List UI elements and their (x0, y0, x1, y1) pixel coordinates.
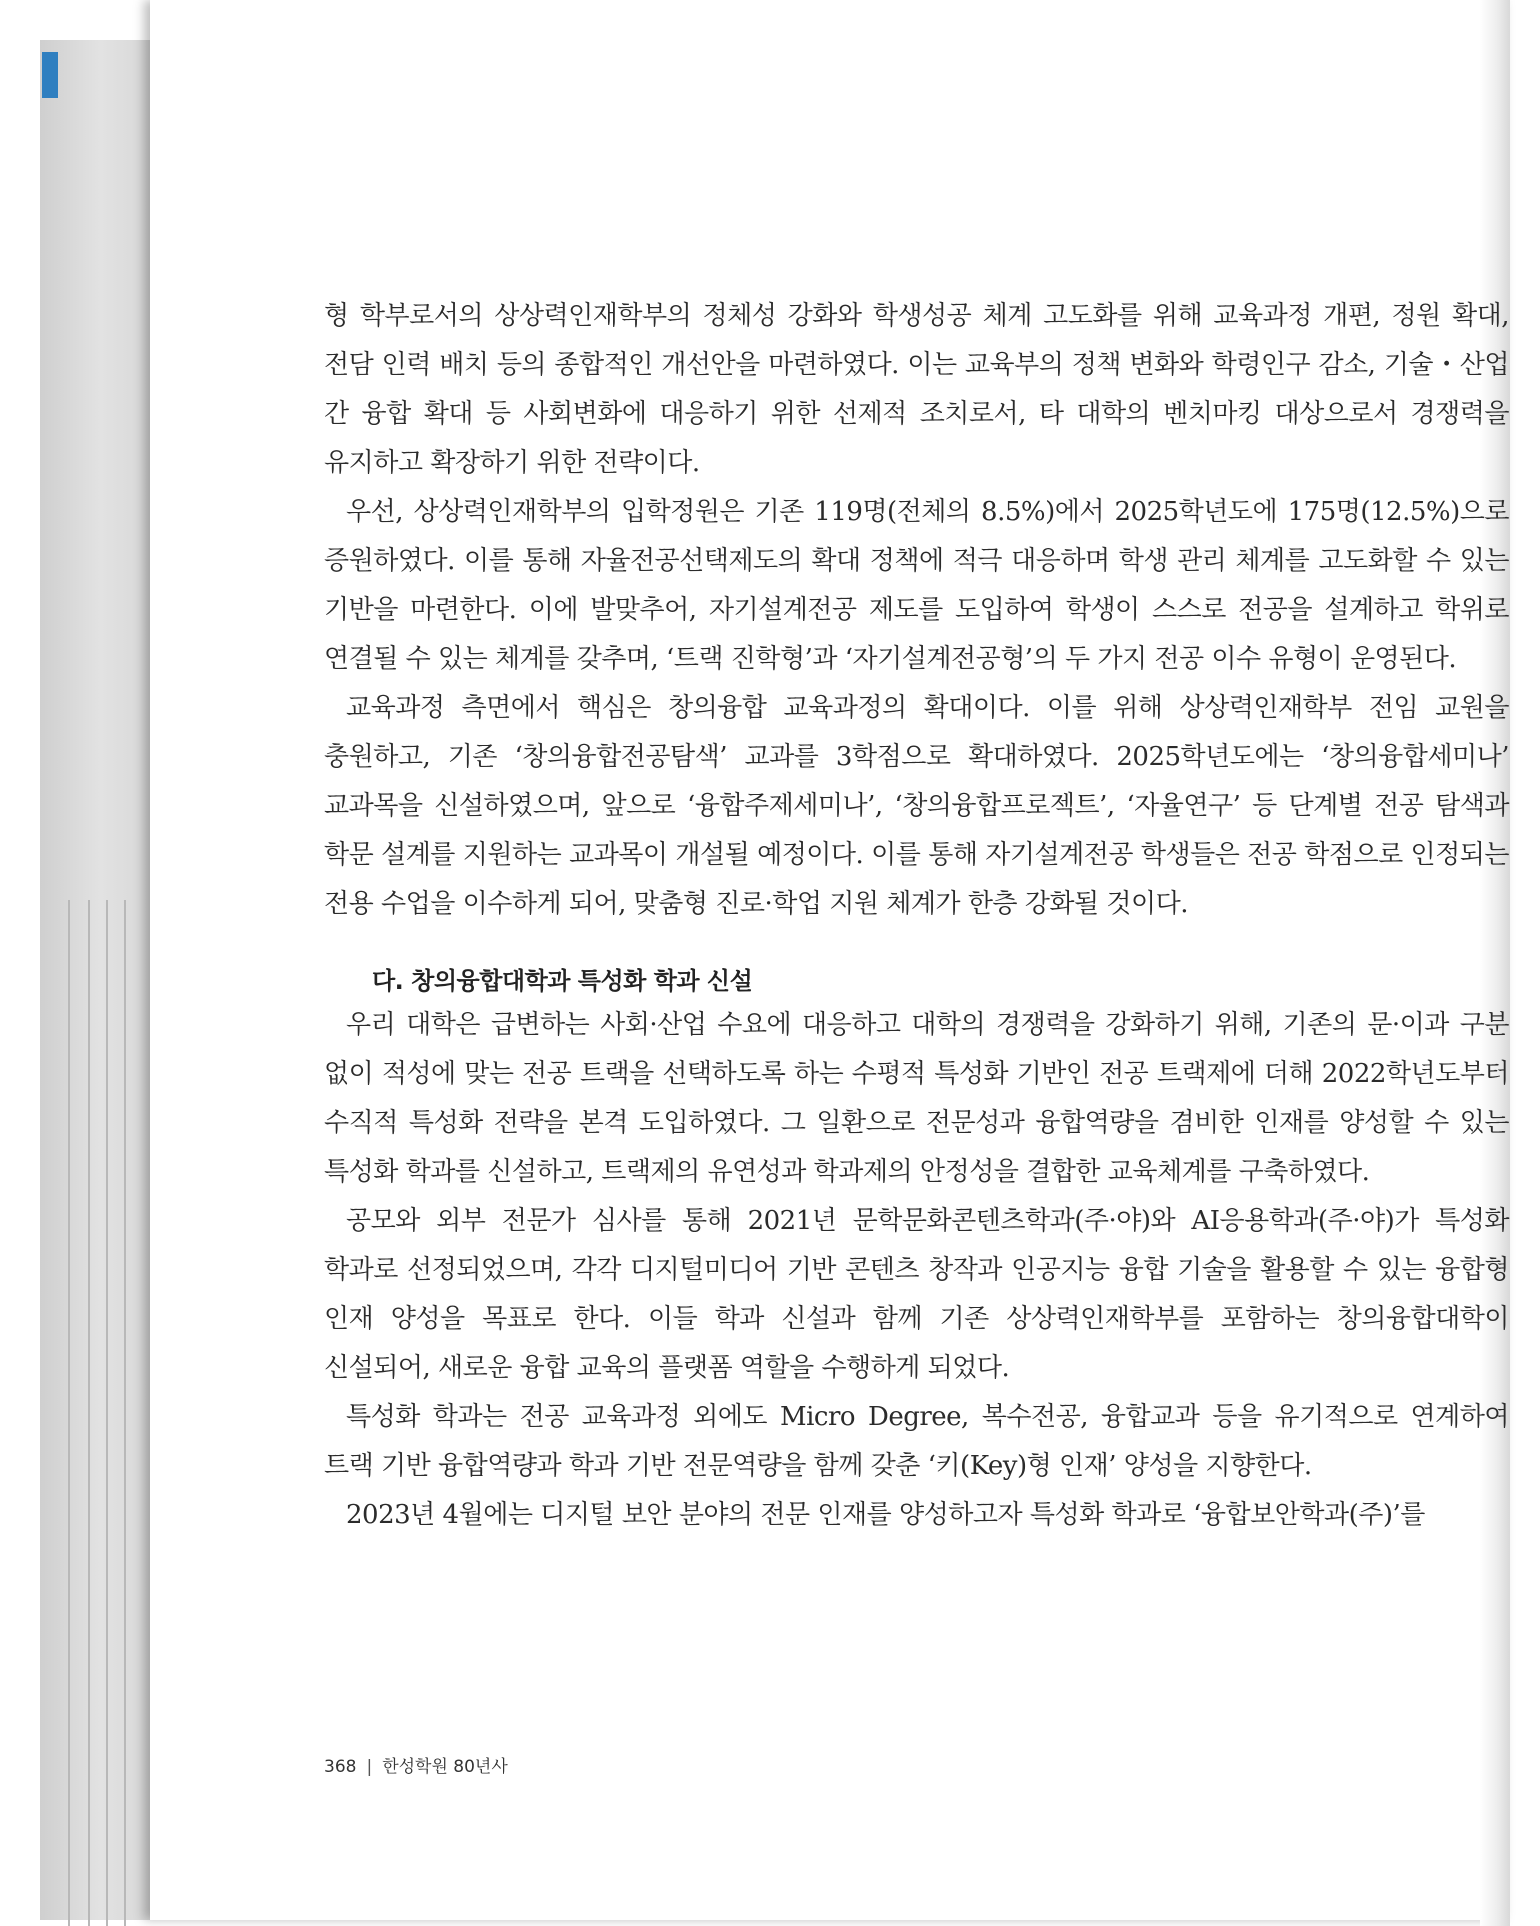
chapter-tab (42, 52, 58, 98)
body-paragraph: 2023년 4월에는 디지털 보안 분야의 전문 인재를 양성하고자 특성화 학과로 ‘융합보안학과(주)’를 (346, 1500, 1425, 1530)
body-paragraph: 우선, 상상력인재학부의 입학정원은 기존 119명(전체의 8.5%)에서 2025학년도에 175명(12.5%)으로 증원하였다. 이를 통해 자율전공선택제도의 확대 정책에 적극 대응하며 학생 관리 체계를 고도화할 수 있는 기반을 마련한다. 이에 발맞추어, 자기설계전공 제도를 도입하여 학생이 스스로 전공을 설계하고 학위로 연결될 수 있는 체계를 갖추며, ‘트랙 진학형’과 ‘자기설계전공형’의 두 가지 전공 이수 유형이 운영된다. (324, 497, 1509, 674)
page-edge-line (106, 900, 108, 1926)
page (150, 0, 1510, 1920)
page-footer (324, 1752, 508, 1777)
footer-separator: | (366, 1757, 373, 1777)
section-heading: 다. 창의융합대학과 특성화 학과 신설 (372, 967, 753, 995)
page-edge-line (88, 900, 90, 1926)
body-paragraph: 특성화 학과는 전공 교육과정 외에도 Micro Degree, 복수전공, 융합교과 등을 유기적으로 연계하여 트랙 기반 융합역량과 학과 기반 전문역량을 함께 갖춘 ‘키(Key)형 인재’ 양성을 지향한다. (324, 1402, 1509, 1481)
body-paragraph: 우리 대학은 급변하는 사회·산업 수요에 대응하고 대학의 경쟁력을 강화하기 위해, 기존의 문·이과 구분 없이 적성에 맞는 전공 트랙을 선택하도록 하는 수평적 특성화 기반인 전공 트랙제에 더해 2022학년도부터 수직적 특성화 전략을 본격 도입하였다. 그 일환으로 전문성과 융합역량을 겸비한 인재를 양성할 수 있는 특성화 학과를 신설하고, 트랙제의 유연성과 학과제의 안정성을 결합한 교육체계를 구축하였다. (324, 1010, 1509, 1187)
page-edge-line (124, 900, 126, 1926)
page-edge-line (68, 900, 70, 1926)
page-body (324, 292, 1509, 1540)
page-stack (40, 40, 160, 1920)
body-paragraph: 교육과정 측면에서 핵심은 창의융합 교육과정의 확대이다. 이를 위해 상상력인재학부 전임 교원을 충원하고, 기존 ‘창의융합전공탐색’ 교과를 3학점으로 확대하였다. 2025학년도에는 ‘창의융합세미나’ 교과목을 신설하였으며, 앞으로 ‘융합주제세미나’, ‘창의융합프로젝트’, ‘자율연구’ 등 단계별 전공 탐색과 학문 설계를 지원하는 교과목이 개설될 예정이다. 이를 통해 자기설계전공 학생들은 전공 학점으로 인정되는 전용 수업을 이수하게 되어, 맞춤형 진로·학업 지원 체계가 한층 강화될 것이다. (324, 693, 1509, 919)
body-paragraph: 형 학부로서의 상상력인재학부의 정체성 강화와 학생성공 체계 고도화를 위해 교육과정 개편, 정원 확대, 전담 인력 배치 등의 종합적인 개선안을 마련하였다. 이는 교육부의 정책 변화와 학령인구 감소, 기술・산업 간 융합 확대 등 사회변화에 대응하기 위한 선제적 조치로서, 타 대학의 벤치마킹 대상으로서 경쟁력을 유지하고 확장하기 위한 전략이다. (324, 301, 1509, 478)
page-number: 368 (324, 1757, 357, 1777)
book-title: 한성학원 80년사 (382, 1757, 508, 1777)
body-paragraph: 공모와 외부 전문가 심사를 통해 2021년 문학문화콘텐츠학과(주·야)와 AI응용학과(주·야)가 특성화 학과로 선정되었으며, 각각 디지털미디어 기반 콘텐츠 창작과 인공지능 융합 기술을 활용할 수 있는 융합형 인재 양성을 목표로 한다. 이들 학과 신설과 함께 기존 상상력인재학부를 포함하는 창의융합대학이 신설되어, 새로운 융합 교육의 플랫폼 역할을 수행하게 되었다. (324, 1206, 1509, 1383)
